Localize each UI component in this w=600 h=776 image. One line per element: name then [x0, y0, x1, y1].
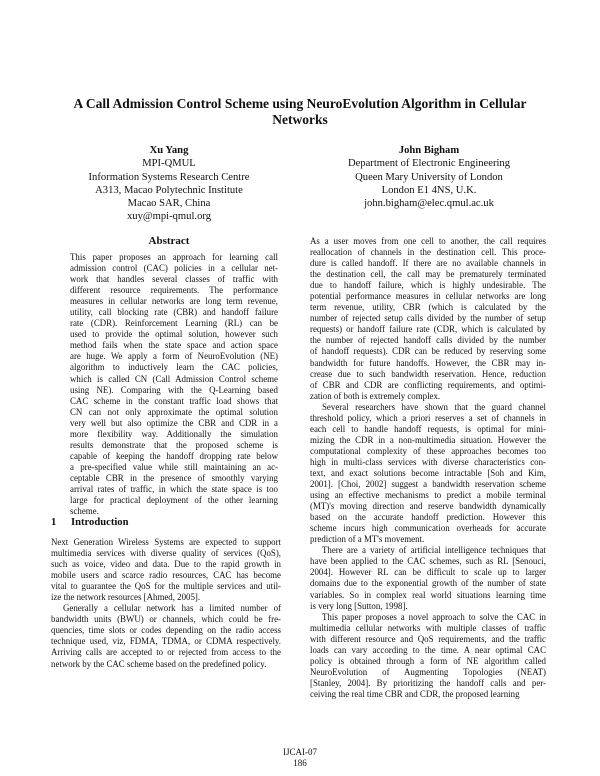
text-line: work that handles several classes of traffic with: [70, 274, 278, 285]
text-line: NeuroEvolution of Augmenting Topologies (NEAT): [310, 666, 546, 677]
text-line: computational complexity of these approaches becomes too: [310, 445, 546, 456]
text-line: loads can vary according to the time. A near optimal CAC: [310, 644, 546, 655]
author-block-2: [318, 144, 540, 210]
footer-venue: IJCAI-07: [283, 747, 317, 757]
footer-page-number: 186: [293, 758, 307, 768]
author-name: John Bigham: [398, 145, 460, 156]
text-line: dure is called handoff. If there are no available channels in: [310, 258, 546, 269]
text-line: large for practical deployment of the other learning: [70, 495, 278, 506]
text-line: This paper proposes an approach for learning call: [70, 252, 278, 262]
text-line: bandwidth units (BWU) or channels, which could be fre-: [51, 614, 281, 625]
text-line: Arriving calls are accepted to or rejected from access to the: [51, 647, 281, 658]
text-line: Generally a cellular network has a limited number of: [63, 603, 281, 614]
text-line: variables. So in complex real world situations learning time: [310, 589, 546, 600]
text-line: have been applied to the CAC schemes, such as RL [Senouci,: [310, 556, 546, 567]
author-affiliation: Information Systems Research Centre: [88, 171, 250, 183]
text-line: measures in cellular networks are long term revenue,: [70, 296, 278, 307]
text-line: As a user moves from one cell to another, the call requires: [310, 236, 546, 246]
text-line: due to handoff failure, which is highly undesirable. The: [310, 280, 546, 291]
author-address: Macao SAR, China: [127, 198, 211, 210]
left-column: [51, 517, 281, 670]
text-line: different resource requirements. The performance: [70, 285, 278, 296]
author-block-1: [60, 144, 278, 224]
text-line: This paper proposes a novel approach to solve the CAC in: [322, 611, 546, 622]
author-affiliation: MPI-QMUL: [142, 158, 196, 170]
intro-paragraph-2: [51, 603, 281, 669]
text-line: based on the accurate handoff prediction. However this: [310, 512, 546, 523]
title-line-1: A Call Admission Control Scheme using NeuroEvolution Algorithm in Cellular: [73, 96, 527, 111]
text-line: requests) or handoff failure rate (CDR, which is calculated by: [310, 324, 546, 335]
body-paragraph-2: [310, 402, 546, 546]
text-line: [Stanley, 2004]. By prioritizing the handoff calls and per-: [310, 677, 546, 688]
body-paragraph-4: [310, 612, 546, 700]
text-line: more flexibility way. Additionally the simulation: [70, 428, 278, 439]
abstract-body: [70, 252, 278, 517]
text-line: mizing the CDR in a non-multimedia situation. However the: [310, 434, 546, 445]
author-address: London E1 4NS, U.K.: [381, 184, 477, 196]
text-line: very well but also optimize the CBR and CDR in a: [70, 417, 278, 428]
text-line: vital to guarantee the QoS for the multiple services and util-: [51, 581, 281, 592]
text-line: multimedia services with diverse quality of services (QoS),: [51, 548, 281, 559]
text-line: prediction of a MT's movement.: [310, 534, 425, 545]
text-line: CAC scheme in the constant traffic load shows that: [70, 395, 278, 406]
text-line: of handoff requests). CDR can be reduced by reserving some: [310, 346, 546, 357]
text-line: 2004]. However RL can be difficult to scale up to larger: [310, 567, 546, 578]
author-name: Xu Yang: [149, 145, 189, 156]
title-line-2: Networks: [272, 112, 328, 127]
text-line: with different resource and QoS requirements, and the traffic: [310, 633, 546, 644]
author-affiliation: Department of Electronic Engineering: [347, 158, 511, 170]
section-title: Introduction: [71, 517, 129, 528]
body-paragraph-1: [310, 236, 546, 402]
author-email: john.bigham@elec.qmul.ac.uk: [364, 198, 494, 210]
text-line: policy is obtained through a form of NE algorithm called: [310, 655, 546, 666]
text-line: text, and exact solutions become intractable [Soh and Kim,: [310, 467, 546, 478]
text-line: multimedia cellular networks with multiple classes of traffic: [310, 622, 546, 633]
text-line: admission control (CAC) policies in a cellular net-: [70, 263, 278, 274]
text-line: reallocation of channels in the destination cell. This proce-: [310, 247, 546, 258]
intro-paragraph-1: [51, 537, 281, 603]
text-line: zation of both is extremely complex.: [310, 390, 441, 401]
text-line: method fails when the state space and action space: [70, 340, 278, 351]
text-line: using an effective mechanisms to predict a mobile terminal: [310, 490, 546, 501]
text-line: number of rejected setup calls divided by the number of setup: [310, 313, 546, 324]
body-paragraph-3: [310, 545, 546, 611]
text-line: which is called CN (Call Admission Control scheme: [70, 373, 278, 384]
text-line: network by the CAC scheme based on the predefined policy.: [51, 658, 267, 669]
text-line: using NE). Comparing with the Q-Learning based: [70, 384, 278, 395]
text-line: bandwidth for future handoffs. However, the CBR may in-: [310, 357, 546, 368]
right-column: [310, 236, 546, 700]
text-line: technique used, viz, FDMA, TDMA, or CDMA respectively.: [51, 636, 281, 647]
text-line: term revenue, utility, CBR (which is calculated by the: [310, 302, 546, 313]
text-line: Several researchers have shown that the guard channel: [322, 401, 546, 412]
text-line: ceiving the real time CBR and CDR, the proposed learning: [310, 688, 520, 699]
text-line: is very long [Sutton, 1998].: [310, 600, 408, 611]
text-line: capable of keeping the handoff dropping rate below: [70, 450, 278, 461]
text-line: such as voice, video and data. Due to the rapid growth in: [51, 559, 281, 570]
text-line: the number of rejected handoff calls divided by the number: [310, 335, 546, 346]
text-line: results demonstrate that the proposed scheme is: [70, 439, 278, 450]
text-line: domains due to the exponential growth of the number of state: [310, 578, 546, 589]
text-line: CN can not only approximate the optimal solution: [70, 406, 278, 417]
text-line: quencies, time slots or codes depending on the radio access: [51, 625, 281, 636]
text-line: high in multi-class services with diverse characteristics con-: [310, 456, 546, 467]
abstract-heading: Abstract: [148, 235, 190, 247]
text-line: ize the network resources [Ahmed, 2005].: [51, 592, 201, 603]
text-line: the destination cell, the call may be prematurely terminated: [310, 269, 546, 280]
text-line: utility, call blocking rate (CBR) and handoff failure: [70, 307, 278, 318]
text-line: are huge. We apply a form of NeuroEvolution (NE): [70, 351, 278, 362]
text-line: scheme.: [70, 506, 99, 517]
text-line: (MT)'s moving direction and reserve bandwidth dynamically: [310, 501, 546, 512]
text-line: crease due to such bandwidth reservation. Hence, reduction: [310, 368, 546, 379]
text-line: each cell to handle handoff requests, is optimal for mini-: [310, 423, 546, 434]
text-line: threshold policy, which a priori reserves a set of channels in: [310, 412, 546, 423]
author-email: xuy@mpi-qmul.org: [126, 211, 211, 223]
text-line: Next Generation Wireless Systems are expected to support: [51, 537, 281, 547]
text-line: arrival rates of traffic, in which the state space is too: [70, 483, 278, 494]
text-line: ceptable CBR in the presence of smoothly varying: [70, 472, 278, 483]
text-line: a pre-specified value while still maintaining an ac-: [70, 461, 278, 472]
text-line: used to provide the optimal solution, however such: [70, 329, 278, 340]
text-line: scheme incurs high communication overheads for accurate: [310, 523, 546, 534]
text-line: There are a variety of artificial intelligence techniques that: [322, 545, 546, 556]
section-number: 1: [51, 517, 57, 528]
author-address: A313, Macao Polytechnic Institute: [95, 184, 243, 196]
section-heading: [51, 517, 281, 529]
text-line: potential performance measures in cellular networks are long: [310, 291, 546, 302]
text-line: mobile users and scarce radio resources, CAC has become: [51, 570, 281, 581]
author-affiliation: Queen Mary University of London: [355, 171, 503, 183]
text-line: 2001]. [Choi, 2002] suggest a bandwidth reservation scheme: [310, 479, 546, 490]
text-line: algorithm to inductively learn the CAC policies,: [70, 362, 278, 373]
text-line: of CBR and CDR are conflicting requirements, and optimi-: [310, 379, 546, 390]
paper-title: [60, 96, 540, 128]
text-line: rate (CDR). Reinforcement Learning (RL) can be: [70, 318, 278, 329]
